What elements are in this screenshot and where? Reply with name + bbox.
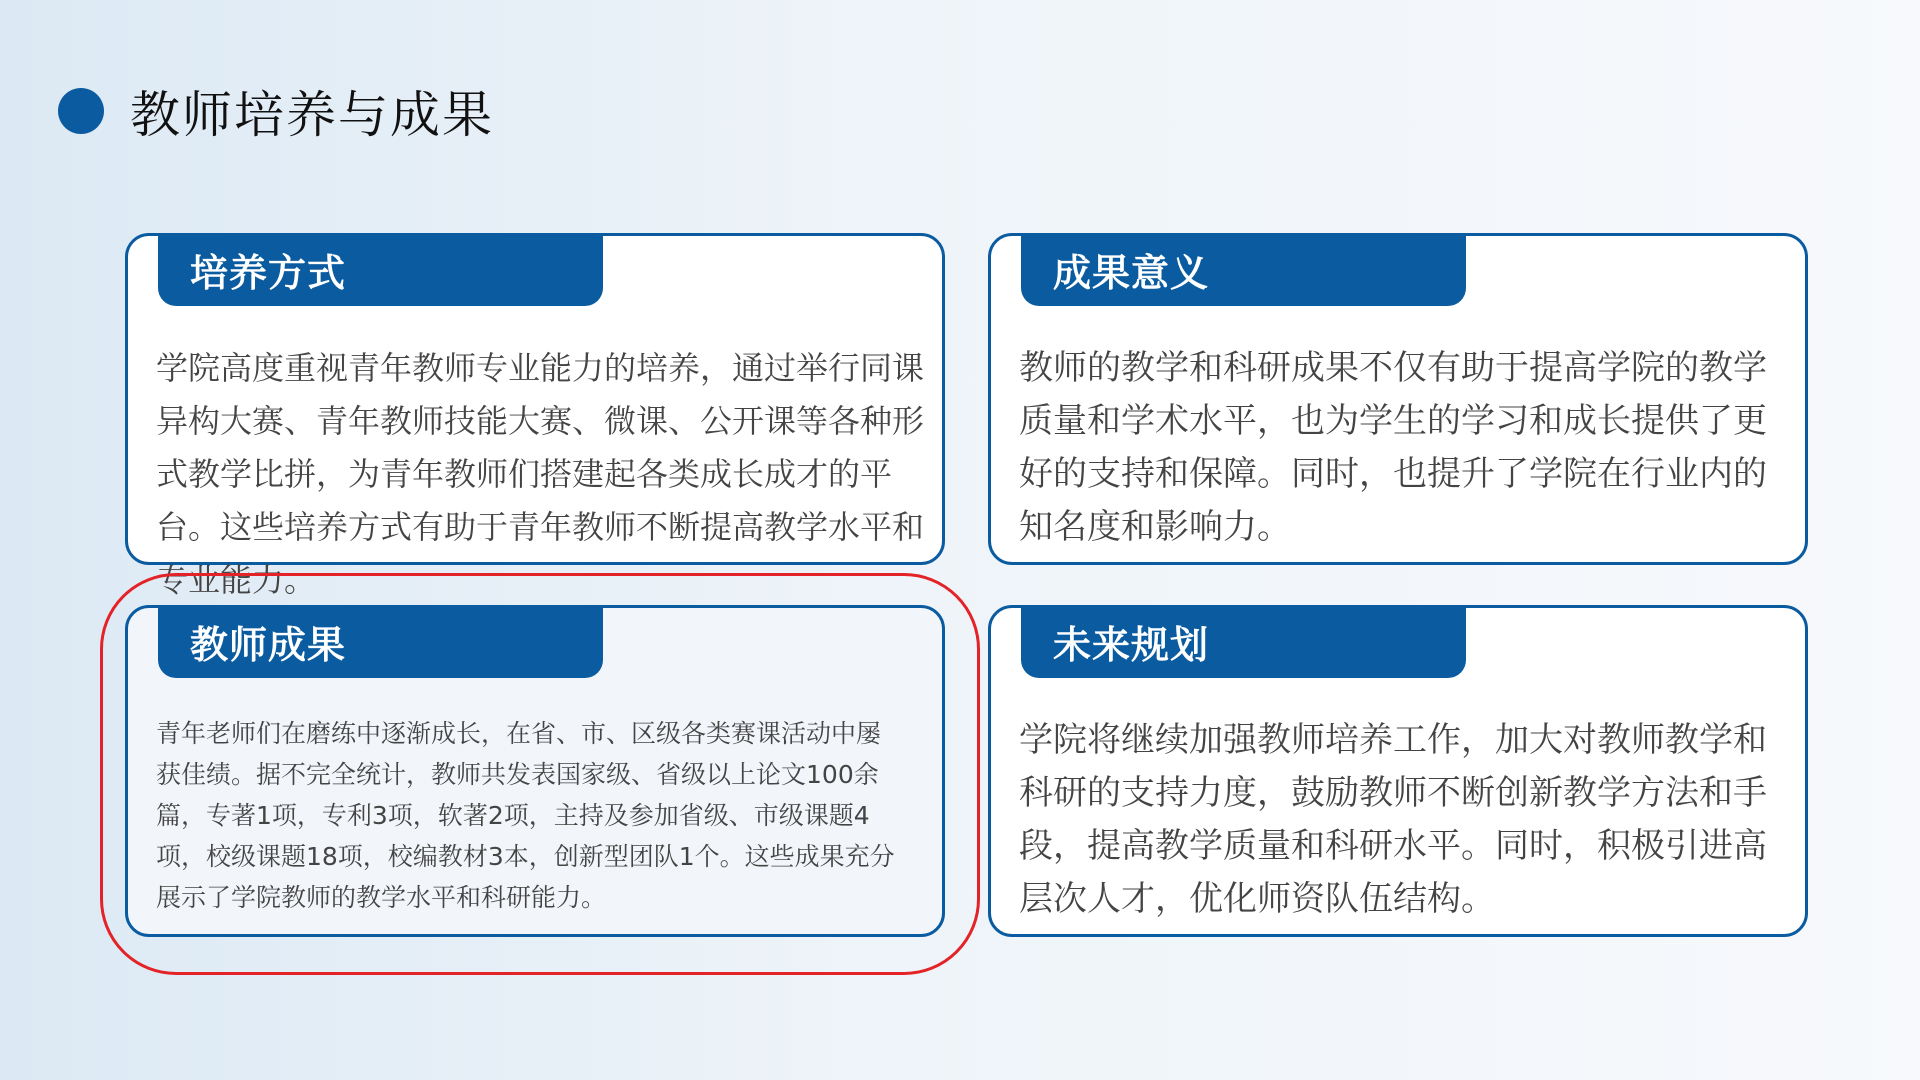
slide-title: 教师培养与成果 [130,86,494,144]
card-text: 学院高度重视青年教师专业能力的培养，通过举行同课异构大赛、青年教师技能大赛、微课、公开课等各种形式教学比拼，为青年教师们搭建起各类成长成才的平台。这些培养方式有助于青年教师不断提高教学水平和专业能力。 [156,349,925,599]
card-teacher-achievements [125,605,945,937]
card-heading: 培养方式 [190,251,347,295]
card-training-methods [125,233,945,599]
card-tab [1021,605,1466,678]
card-heading: 成果意义 [1053,251,1210,295]
card-text: 青年老师们在磨练中逐渐成长，在省、市、区级各类赛课活动中屡获佳绩。据不完全统计，教师共发表国家级、省级以上论文100余篇，专著1项，专利3项，软著2项，主持及参加省级、市级课题4项，校级课题18项，校编教材3本，创新型团队1个。这些成果充分展示了学院教师的教学水平和科研能力。 [156,719,895,912]
bullet-dot-icon [58,88,104,134]
card-tab [1021,233,1466,306]
card-tab [158,233,603,306]
card-text: 学院将继续加强教师培养工作，加大对教师教学和科研的支持力度，鼓励教师不断创新教学方法和手段，提高教学质量和科研水平。同时，积极引进高层次人才，优化师资队伍结构。 [1019,720,1767,919]
card-achievement-significance [988,233,1808,565]
slide-header [58,78,494,144]
card-heading: 未来规划 [1053,623,1210,667]
card-future-plans [988,605,1808,937]
card-text: 教师的教学和科研成果不仅有助于提高学院的教学质量和学术水平，也为学生的学习和成长提供了更好的支持和保障。同时，也提升了学院在行业内的知名度和影响力。 [1019,348,1767,547]
card-tab [158,605,603,678]
card-heading: 教师成果 [190,623,347,667]
